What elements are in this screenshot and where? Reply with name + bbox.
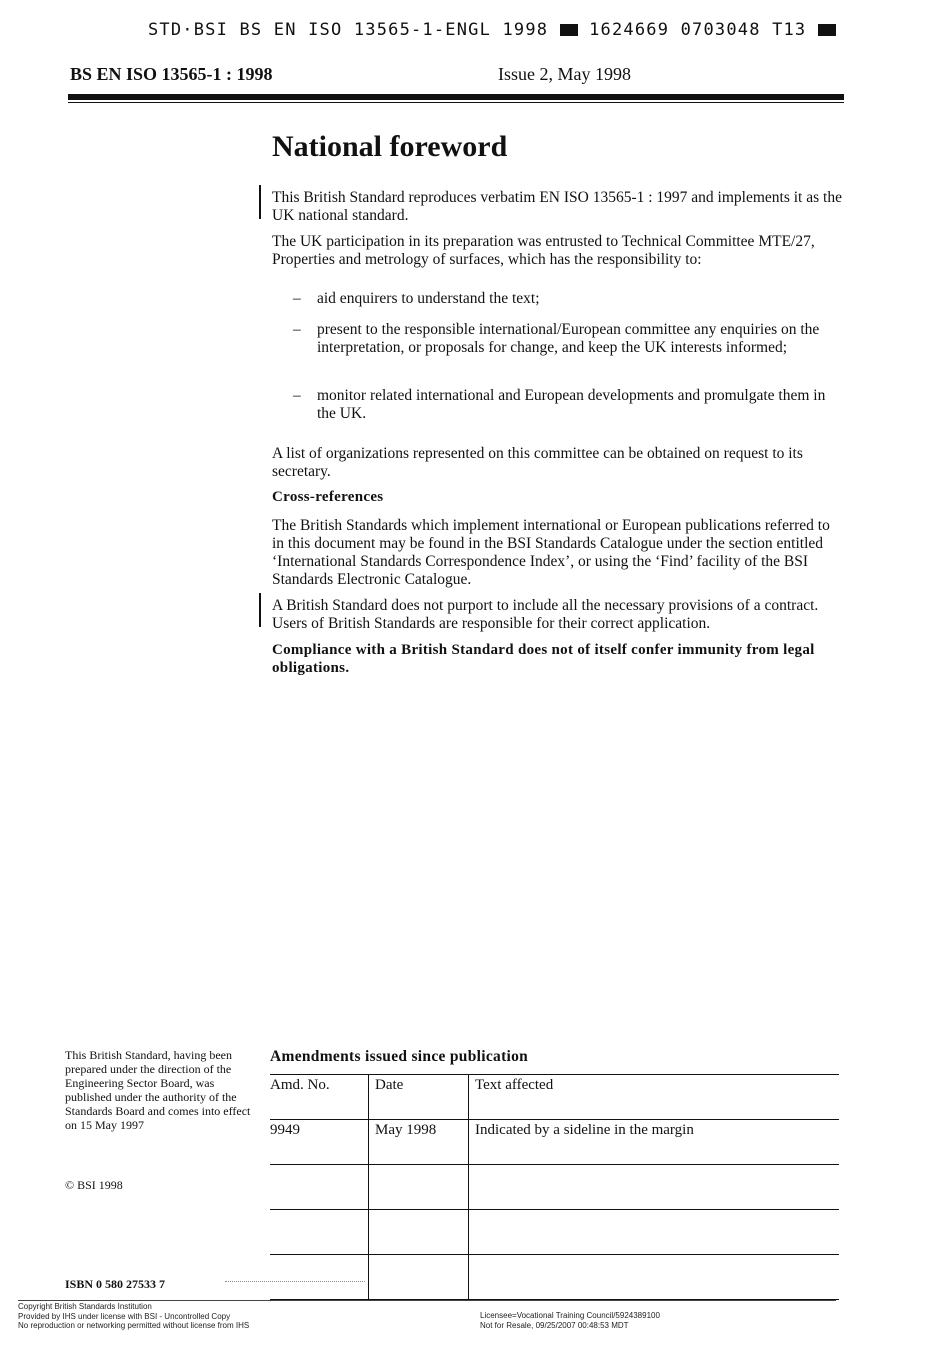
amendment-sideline [259,593,261,627]
table-row [270,1120,839,1165]
copyright-notice: © BSI 1998 [65,1178,123,1192]
cell-amd-no [270,1210,369,1255]
header-rule-thick [68,94,844,100]
compliance-note: Compliance with a British Standard does not of itself confer immunity from legal obligations. [272,642,815,676]
list-item [293,321,843,357]
footer-line: Copyright British Standards Institution [18,1302,152,1311]
black-block-mark [560,24,578,36]
paragraph-cross-references: The British Standards which implement international or European publications referred to in this document may be found in the BSI Standards Catalogue under the section entitled ‘International Standards Correspondence Index’, or using the ‘Find’ facility of the BSI Standards Electronic Catalogue. [272,517,830,588]
list-item-text: aid enquirers to understand the text; [317,290,540,307]
footer-line: Licensee=Vocational Training Council/5924389100 [480,1311,660,1320]
cell-date [369,1255,469,1300]
cell-amd-no [270,1165,369,1210]
table-row [270,1255,839,1300]
dash-marker: – [293,290,301,307]
scan-code-part1: STD·BSI BS EN ISO 13565-1-ENGL 1998 [148,20,549,40]
amendments-table [270,1074,839,1300]
issue-date: Issue 2, May 1998 [498,64,631,84]
paragraph-verbatim: This British Standard reproduces verbatim EN ISO 13565-1 : 1997 and implements it as the UK national standard. [272,189,842,224]
isbn: ISBN 0 580 27533 7 [65,1277,166,1291]
footer-license-left [18,1302,249,1331]
list-item-text: present to the responsible international/European committee any enquiries on the interpretation, or proposals for change, and keep the UK interests informed; [317,321,820,356]
column-header-text-affected: Text affected [469,1075,840,1120]
cell-date [369,1210,469,1255]
publication-info: This British Standard, having been prepared under the direction of the Engineering Sector Board, was published under the authority of the Standards Board and comes into effect on 15 May 1997 [65,1048,251,1132]
black-block-mark [818,24,836,36]
cell-text-affected: Indicated by a sideline in the margin [469,1120,840,1165]
scan-code-line [148,20,836,40]
table-header-row [270,1075,839,1120]
column-header-date: Date [369,1075,469,1120]
cell-text-affected [469,1210,840,1255]
cross-references-heading: Cross-references [272,489,384,505]
amendments-title: Amendments issued since publication [270,1048,529,1065]
document-code: BS EN ISO 13565-1 : 1998 [70,64,273,84]
cell-text-affected [469,1255,840,1300]
list-item [293,387,843,423]
header-rule-thin [68,102,844,103]
column-header-amd-no: Amd. No. [270,1075,369,1120]
footer-line: Provided by IHS under license with BSI - Uncontrolled Copy [18,1311,231,1321]
cell-text-affected [469,1165,840,1210]
footer-license-right [480,1311,660,1330]
cell-date: May 1998 [369,1120,469,1165]
footer-line: Not for Resale, 09/25/2007 00:48:53 MDT [480,1320,629,1330]
cell-amd-no: 9949 [270,1120,369,1165]
table-row [270,1165,839,1210]
scan-code-part2: 1624669 0703048 T13 [589,20,807,40]
scan-dotted-line [225,1281,365,1282]
cell-amd-no [270,1255,369,1300]
footer-line: No reproduction or networking permitted without license from IHS [18,1321,250,1330]
table-row [270,1210,839,1255]
paragraph-organizations: A list of organizations represented on this committee can be obtained on request to its secretary. [272,445,803,480]
footer-rule [18,1300,836,1301]
dash-marker: – [293,387,301,404]
list-item [293,290,843,308]
cell-date [369,1165,469,1210]
page-title: National foreword [272,130,508,163]
amendment-sideline [259,185,261,219]
dash-marker: – [293,321,301,338]
paragraph-contract: A British Standard does not purport to include all the necessary provisions of a contract. Users of British Standards are responsible for their correct application. [272,597,819,632]
paragraph-participation: The UK participation in its preparation was entrusted to Technical Committee MTE/27, Properties and metrology of surfaces, which has the responsibility to: [272,233,815,268]
list-item-text: monitor related international and European developments and promulgate them in the UK. [317,387,826,422]
